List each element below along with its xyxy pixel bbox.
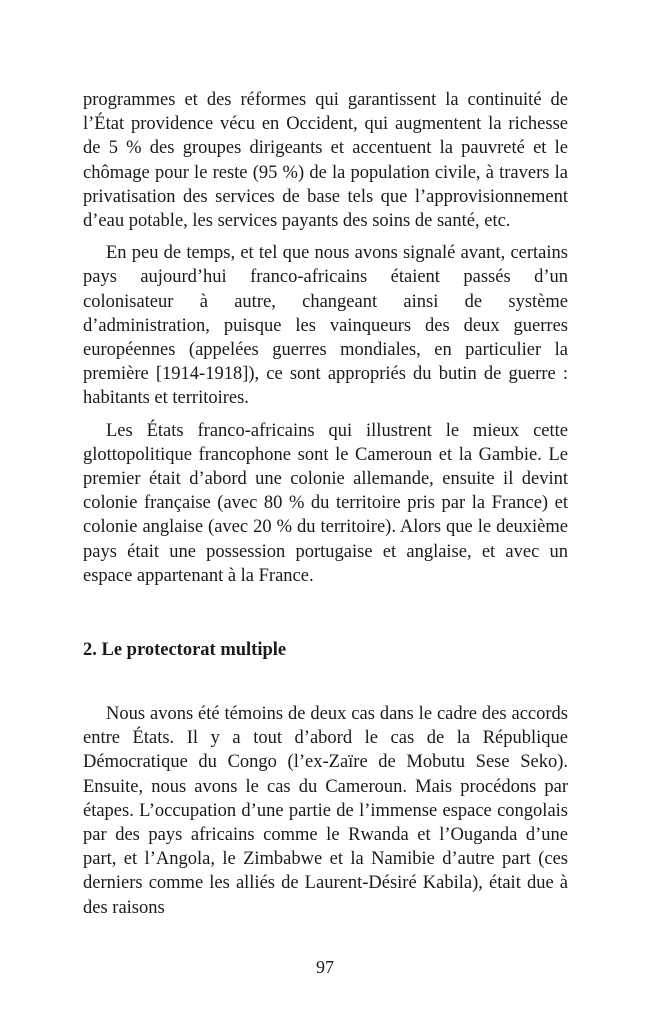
paragraph-etats-franco-africains: Les États franco-africains qui illustrent le mieux cette glottopolitique francophone sont le Cameroun et la Gambie. Le premier était d’abord une colonie allemande, ensuite il devint colonie française (avec 80 % du territoire pris par la France) et colonie anglaise (avec 20 % du territoire). Alors que le deuxième pays était une possession portugaise et anglaise, et avec un espace appartenant à la France. — [83, 420, 568, 586]
paragraph-continuation: programmes et des réformes qui garantissent la continuité de l’État providence vécu en Occident, qui augmentent la richesse de 5 % des groupes dirigeants et accentuent la pauvreté et le chômage pour le reste (95 %) de la population civile, à travers la privatisation des services de base tels que l’approvisionnement d’eau potable, les services payants des soins de santé, etc. — [83, 90, 568, 232]
page-number: 97 — [316, 957, 334, 977]
paragraph-protectorat: Nous avons été témoins de deux cas dans le cadre des accords entre États. Il y a tout d’abord le cas de la République Démocratique du Congo (l’ex-Zaïre de Mobutu Sese Seko). Ensuite, nous avons le cas du Cameroun. Mais procédons par étapes. L’occupation d’une partie de l’immense espace congolais par des pays africains comme le Rwanda et l’Ouganda d’une part, et l’Angola, le Zimbabwe et la Namibie d’autre part (ces derniers comme les alliés de Laurent-Désiré Kabila), était due à des raisons — [83, 704, 568, 918]
paragraph-colonisateurs: En peu de temps, et tel que nous avons signalé avant, certains pays aujourd’hui franco-africains étaient passés d’un colonisateur à autre, changeant ainsi de système d’administration, puisque les vainqueurs des deux guerres européennes (appelées guerres mondiales, en particulier la première [1914-1918]), ce sont appropriés du butin de guerre : habitants et territoires. — [83, 243, 568, 409]
section-heading: 2. Le protectorat multiple — [83, 640, 287, 661]
page-body — [83, 88, 568, 920]
